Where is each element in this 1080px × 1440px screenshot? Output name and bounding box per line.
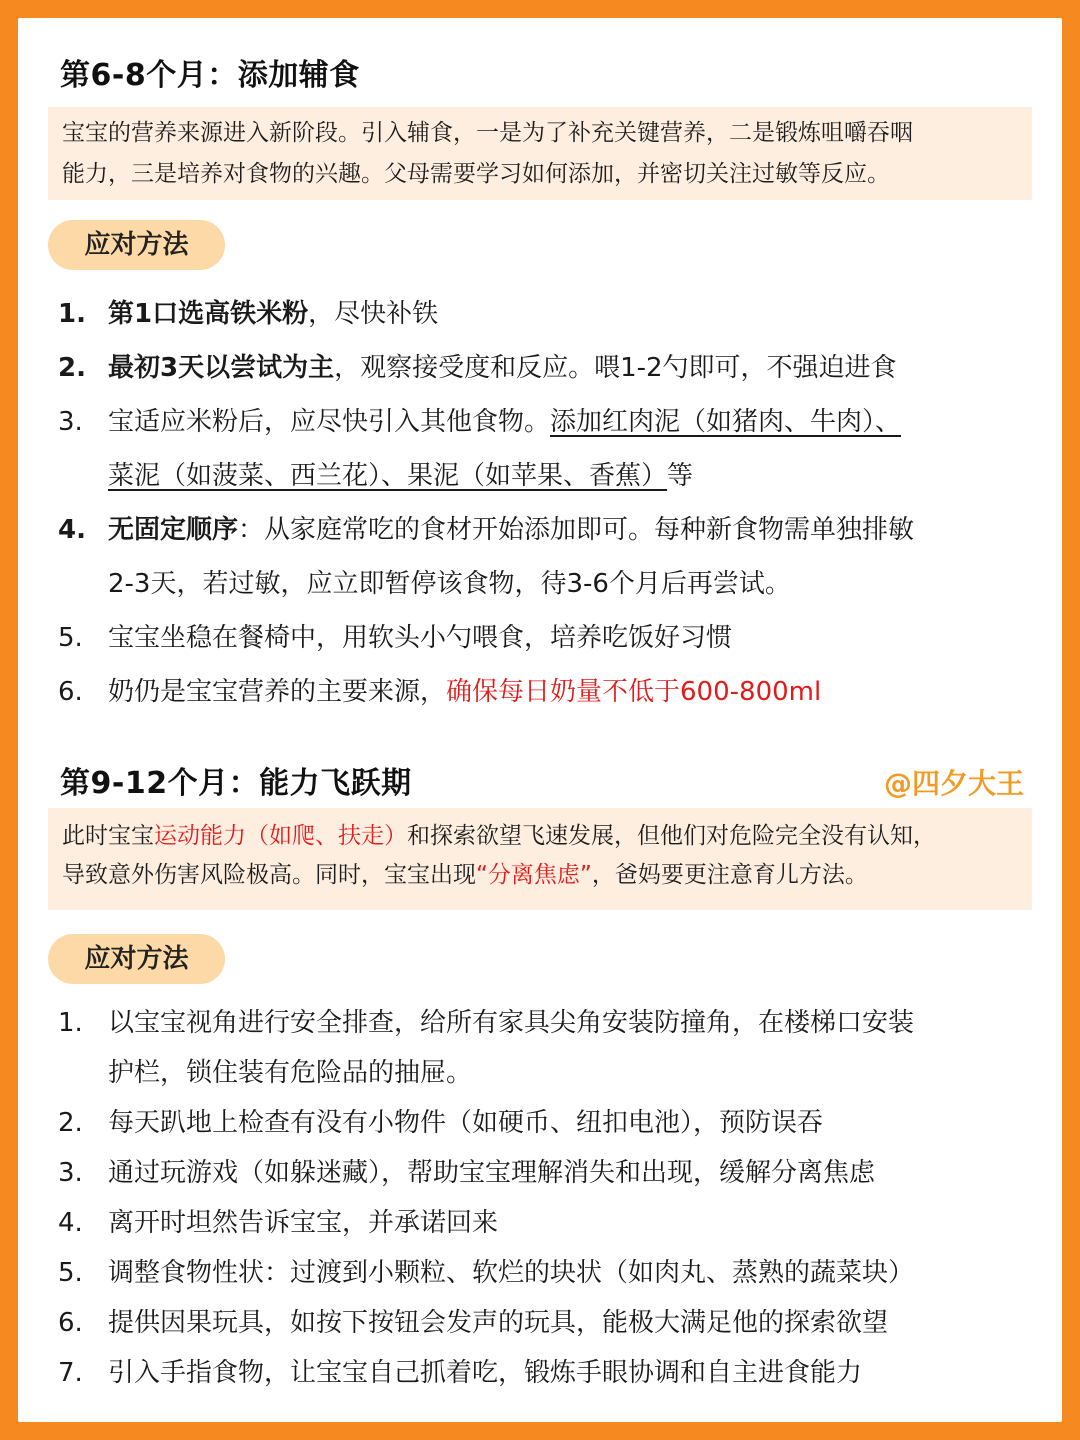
item-number: 2. (58, 353, 86, 383)
list-item (58, 665, 1028, 719)
section1-intro-line1: 宝宝的营养来源进入新阶段。引入辅食，一是为了补充关键营养，二是锻炼咀嚼吞咽 (62, 120, 913, 146)
section2-intro-line1 (62, 817, 1018, 856)
section1-intro-line2: 能力，三是培养对食物的兴趣。父母需要学习如何添加，并密切关注过敏等反应。 (62, 161, 890, 187)
intro-text: 和探索欲望飞速发展，但他们对危险完全没有认知， (407, 823, 936, 849)
item-number: 2. (58, 1108, 83, 1138)
section2-intro-line2 (62, 856, 1018, 895)
item-number: 7. (58, 1358, 83, 1388)
section1-title: 第6-8个月：添加辅食 (60, 58, 360, 93)
section2-list (58, 998, 1028, 1398)
list-item (58, 998, 1028, 1098)
item-number: 4. (58, 515, 86, 545)
item-number: 6. (58, 677, 83, 707)
item-number: 5. (58, 1258, 83, 1288)
list-item (58, 1148, 1028, 1198)
item-text: 宝宝坐稳在餐椅中，用软头小勺喂食，培养吃饭好习惯 (108, 623, 733, 653)
item-number: 6. (58, 1308, 83, 1338)
item-number: 1. (58, 1008, 83, 1038)
intro-text: ，爸妈要更注意育儿方法。 (591, 862, 868, 888)
list-item (58, 1198, 1028, 1248)
item-text: ，尽快补铁 (308, 299, 439, 329)
intro-highlight: “分离焦虑” (476, 862, 592, 888)
section1-intro (48, 107, 1032, 200)
item-number: 3. (58, 407, 83, 437)
item-text: 每天趴地上检查有没有小物件（如硬币、纽扣电池），预防误吞 (108, 1108, 824, 1138)
intro-highlight: 运动能力（如爬、扶走） (154, 823, 407, 849)
intro-text: 导致意外伤害风险极高。同时，宝宝出现 (62, 862, 476, 888)
item-underlined-text: 添加红肉泥（如猪肉、牛肉）、 (550, 407, 902, 437)
item-text-line2: 2-3天，若过敏，应立即暂停该食物，待3-6个月后再尝试。 (108, 569, 791, 599)
section2-intro (48, 808, 1032, 910)
list-item (58, 1298, 1028, 1348)
item-underlined-text: 菜泥（如菠菜、西兰花）、果泥（如苹果、香蕉） (108, 461, 668, 491)
item-text: 离开时坦然告诉宝宝，并承诺回来 (108, 1208, 499, 1238)
item-number: 3. (58, 1158, 83, 1188)
item-bold-text: 最初3天以尝试为主 (108, 353, 335, 383)
item-text: 宝适应米粉后，应尽快引入其他食物。 (108, 407, 551, 437)
item-text-end: 等 (667, 461, 694, 491)
item-text: 引入手指食物，让宝宝自己抓着吃，锻炼手眼协调和自主进食能力 (108, 1358, 863, 1388)
item-text: 以宝宝视角进行安全排查，给所有家具尖角安装防撞角，在楼梯口安装 (108, 1008, 915, 1038)
list-item (58, 611, 1028, 665)
item-highlight-text: 确保每日奶量不低于600-800ml (446, 677, 822, 707)
item-number: 5. (58, 623, 83, 653)
author-watermark: @四夕大王 (883, 767, 1024, 800)
item-text: 调整食物性状：过渡到小颗粒、软烂的块状（如肉丸、蒸熟的蔬菜块） (108, 1258, 915, 1288)
item-number: 1. (58, 299, 86, 329)
list-item (58, 1098, 1028, 1148)
item-text: ：从家庭常吃的食材开始添加即可。每种新食物需单独排敏 (238, 515, 915, 545)
intro-text: 此时宝宝 (62, 823, 154, 849)
list-item (58, 1248, 1028, 1298)
list-item (58, 503, 1028, 611)
item-text-line2: 护栏，锁住装有危险品的抽屉。 (108, 1058, 473, 1088)
section2-methods-pill: 应对方法 (48, 934, 225, 984)
section1-methods-pill: 应对方法 (48, 220, 225, 270)
list-item (58, 395, 1028, 503)
content-card (18, 18, 1062, 1422)
item-text: 通过玩游戏（如躲迷藏），帮助宝宝理解消失和出现，缓解分离焦虑 (108, 1158, 876, 1188)
item-bold-text: 无固定顺序 (108, 515, 239, 545)
item-text: ，观察接受度和反应。喂1-2勺即可，不强迫进食 (334, 353, 897, 383)
section1-list (58, 287, 1028, 719)
list-item (58, 341, 1028, 395)
list-item (58, 287, 1028, 341)
item-text: 奶仍是宝宝营养的主要来源， (108, 677, 447, 707)
item-bold-text: 第1口选高铁米粉 (108, 299, 309, 329)
item-text: 提供因果玩具，如按下按钮会发声的玩具，能极大满足他的探索欲望 (108, 1308, 889, 1338)
list-item (58, 1348, 1028, 1398)
item-number: 4. (58, 1208, 83, 1238)
section2-title: 第9-12个月：能力飞跃期 (60, 766, 412, 801)
